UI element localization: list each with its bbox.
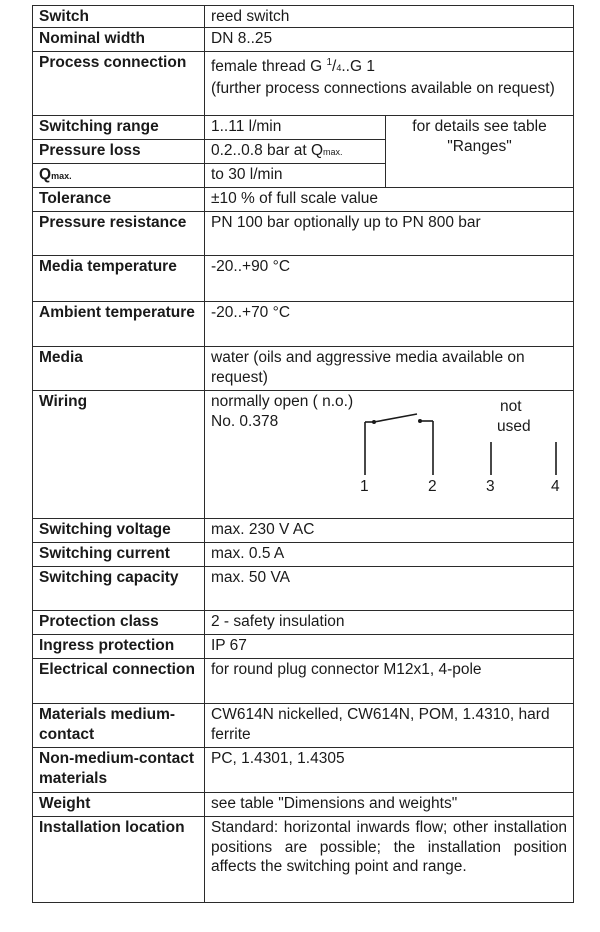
row-nominal-width (33, 28, 574, 52)
ranges-note: for details see table "Ranges" (386, 116, 574, 188)
row-weight (33, 793, 574, 817)
row-switching-range (33, 116, 574, 140)
pin-3-label: 3 (486, 478, 495, 495)
label-switching-voltage: Switching voltage (33, 519, 205, 543)
value-media-temperature: -20..+90 °C (205, 256, 574, 302)
row-switching-voltage (33, 519, 574, 543)
label-weight: Weight (33, 793, 205, 817)
specification-table (32, 5, 574, 903)
process-connection-note: (further process connections available on request) (211, 79, 555, 97)
row-wiring (33, 391, 574, 519)
value-tolerance: ±10 % of full scale value (205, 188, 574, 212)
label-materials-medium-contact: Materials medium-contact (33, 704, 205, 748)
label-ambient-temperature: Ambient temperature (33, 302, 205, 347)
value-process-connection: female thread G $^1$/4..G 1 (further process connections available on request) (205, 52, 574, 116)
pressure-loss-sub: max. (323, 147, 343, 157)
label-wiring: Wiring (33, 391, 205, 519)
process-connection-post: ..G 1 (341, 58, 375, 76)
value-switching-current: max. 0.5 A (205, 543, 574, 567)
value-nominal-width: DN 8..25 (205, 28, 574, 52)
pin-1-label: 1 (360, 478, 369, 495)
label-media-temperature: Media temperature (33, 256, 205, 302)
value-ambient-temperature: -20..+70 °C (205, 302, 574, 347)
label-switch: Switch (33, 6, 205, 28)
qmax-sub: max. (51, 171, 72, 181)
row-media (33, 347, 574, 391)
value-installation-location: Standard: horizontal inwards flow; other installation positions are possible; the installation position affects the switching point and range. (205, 817, 574, 903)
label-electrical-connection: Electrical connection (33, 659, 205, 704)
label-tolerance: Tolerance (33, 188, 205, 212)
label-ingress-protection: Ingress protection (33, 635, 205, 659)
value-switch: reed switch (205, 6, 574, 28)
value-non-medium-contact: PC, 1.4301, 1.4305 (205, 748, 574, 793)
label-switching-range: Switching range (33, 116, 205, 140)
fraction-numerator: 1 (326, 57, 333, 68)
fraction-denominator: 4 (336, 63, 342, 74)
label-process-connection: Process connection (33, 52, 205, 116)
wiring-line-2: No. 0.378 (211, 413, 279, 430)
label-qmax (33, 164, 205, 188)
wiring-diagram (211, 392, 567, 515)
value-electrical-connection: for round plug connector M12x1, 4-pole (205, 659, 574, 704)
row-switch (33, 6, 574, 28)
row-ambient-temperature (33, 302, 574, 347)
pin-4-label: 4 (551, 478, 560, 495)
value-ingress-protection: IP 67 (205, 635, 574, 659)
value-media: water (oils and aggressive media available on request) (205, 347, 574, 391)
reed-switch-schematic (211, 392, 571, 515)
qmax-main: Q (39, 166, 52, 183)
value-qmax: to 30 l/min (205, 164, 386, 188)
value-pressure-resistance: PN 100 bar optionally up to PN 800 bar (205, 212, 574, 256)
value-switching-capacity: max. 50 VA (205, 567, 574, 611)
value-switching-voltage: max. 230 V AC (205, 519, 574, 543)
row-electrical-connection (33, 659, 574, 704)
value-pressure-loss (205, 140, 386, 164)
row-tolerance (33, 188, 574, 212)
switch-contact-dot (418, 419, 422, 423)
process-connection-pre: female thread G (211, 58, 327, 76)
label-installation-location: Installation location (33, 817, 205, 903)
row-materials-medium-contact (33, 704, 574, 748)
not-used-label-2: used (497, 418, 531, 435)
value-materials-medium-contact: CW614N nickelled, CW614N, POM, 1.4310, hard ferrite (205, 704, 574, 748)
row-installation-location (33, 817, 574, 903)
row-switching-capacity (33, 567, 574, 611)
value-weight: see table "Dimensions and weights" (205, 793, 574, 817)
label-media: Media (33, 347, 205, 391)
value-wiring (205, 391, 574, 519)
switch-contact-dot (372, 420, 376, 424)
row-switching-current (33, 543, 574, 567)
row-process-connection (33, 52, 574, 116)
row-non-medium-contact (33, 748, 574, 793)
label-nominal-width: Nominal width (33, 28, 205, 52)
label-switching-capacity: Switching capacity (33, 567, 205, 611)
pin-2-label: 2 (428, 478, 437, 495)
label-pressure-loss: Pressure loss (33, 140, 205, 164)
value-switching-range: 1..11 l/min (205, 116, 386, 140)
pressure-loss-main: 0.2..0.8 bar at Q (211, 142, 324, 159)
row-ingress-protection (33, 635, 574, 659)
label-switching-current: Switching current (33, 543, 205, 567)
row-protection-class (33, 611, 574, 635)
label-protection-class: Protection class (33, 611, 205, 635)
not-used-label-1: not (500, 398, 522, 415)
label-non-medium-contact: Non-medium-contact materials (33, 748, 205, 793)
value-protection-class: 2 - safety insulation (205, 611, 574, 635)
label-pressure-resistance: Pressure resistance (33, 212, 205, 256)
wiring-line-1: normally open ( n.o.) (211, 393, 354, 410)
row-pressure-resistance (33, 212, 574, 256)
row-media-temperature (33, 256, 574, 302)
